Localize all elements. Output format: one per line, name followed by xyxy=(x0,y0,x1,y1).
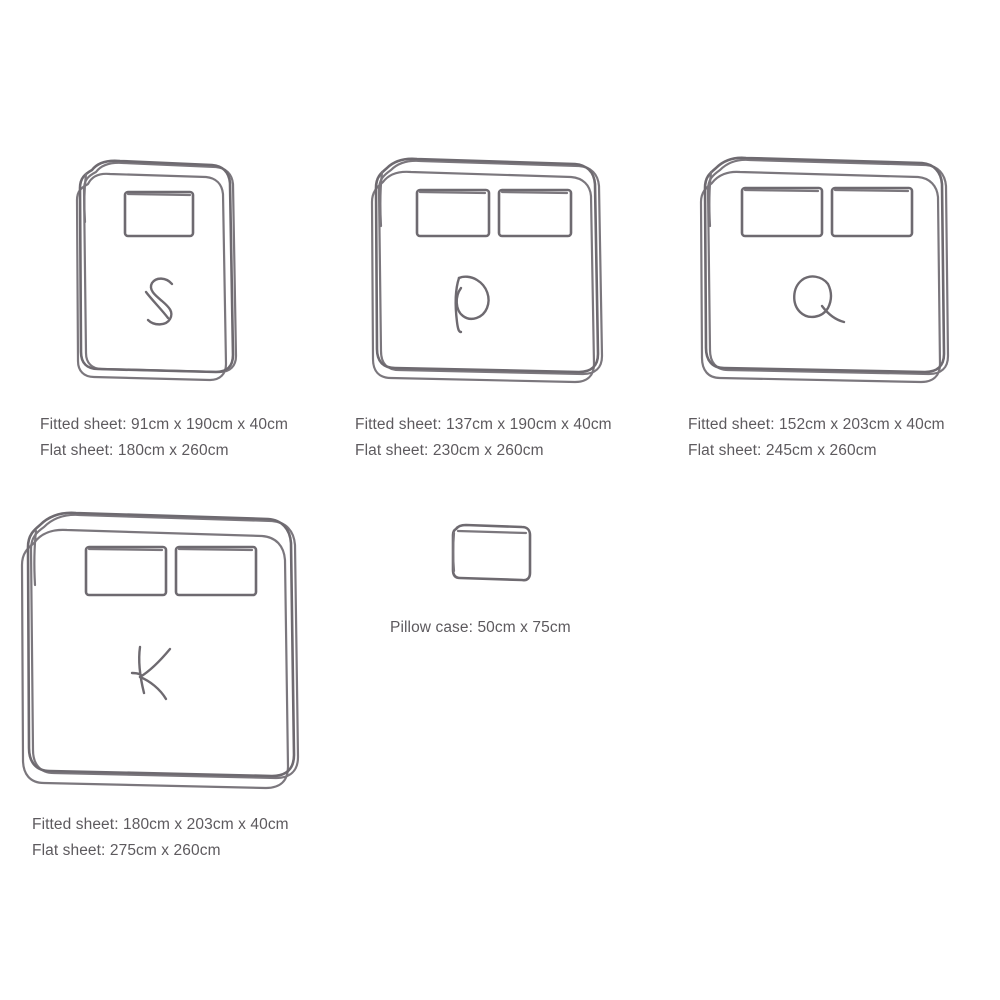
double-caption-line1: Fitted sheet: 137cm x 190cm x 40cm xyxy=(355,416,612,433)
queen-caption-line1: Fitted sheet: 152cm x 203cm x 40cm xyxy=(688,416,945,433)
queen-bed-illustration xyxy=(688,150,988,400)
pillow-case-caption-line1: Pillow case: 50cm x 75cm xyxy=(390,619,571,636)
double-caption-line2: Flat sheet: 230cm x 260cm xyxy=(355,442,544,459)
double-caption xyxy=(355,412,612,464)
single-caption-line1: Fitted sheet: 91cm x 190cm x 40cm xyxy=(40,416,288,433)
double-monogram-glyph xyxy=(456,277,489,332)
king-caption xyxy=(32,812,289,864)
king-caption-line1: Fitted sheet: 180cm x 203cm x 40cm xyxy=(32,816,289,833)
pillow-case-illustration xyxy=(390,505,590,605)
single-bed-illustration xyxy=(40,150,300,400)
king-bed-illustration xyxy=(10,505,330,805)
single-caption xyxy=(40,412,288,464)
queen-monogram-glyph xyxy=(794,277,844,322)
king-caption-line2: Flat sheet: 275cm x 260cm xyxy=(32,842,221,859)
king-monogram-glyph xyxy=(132,647,170,699)
single-caption-line2: Flat sheet: 180cm x 260cm xyxy=(40,442,229,459)
single-monogram-glyph xyxy=(146,279,172,325)
double-bed-illustration xyxy=(355,150,645,400)
pillow-case-caption xyxy=(390,615,571,641)
queen-caption-line2: Flat sheet: 245cm x 260cm xyxy=(688,442,877,459)
queen-caption xyxy=(688,412,945,464)
